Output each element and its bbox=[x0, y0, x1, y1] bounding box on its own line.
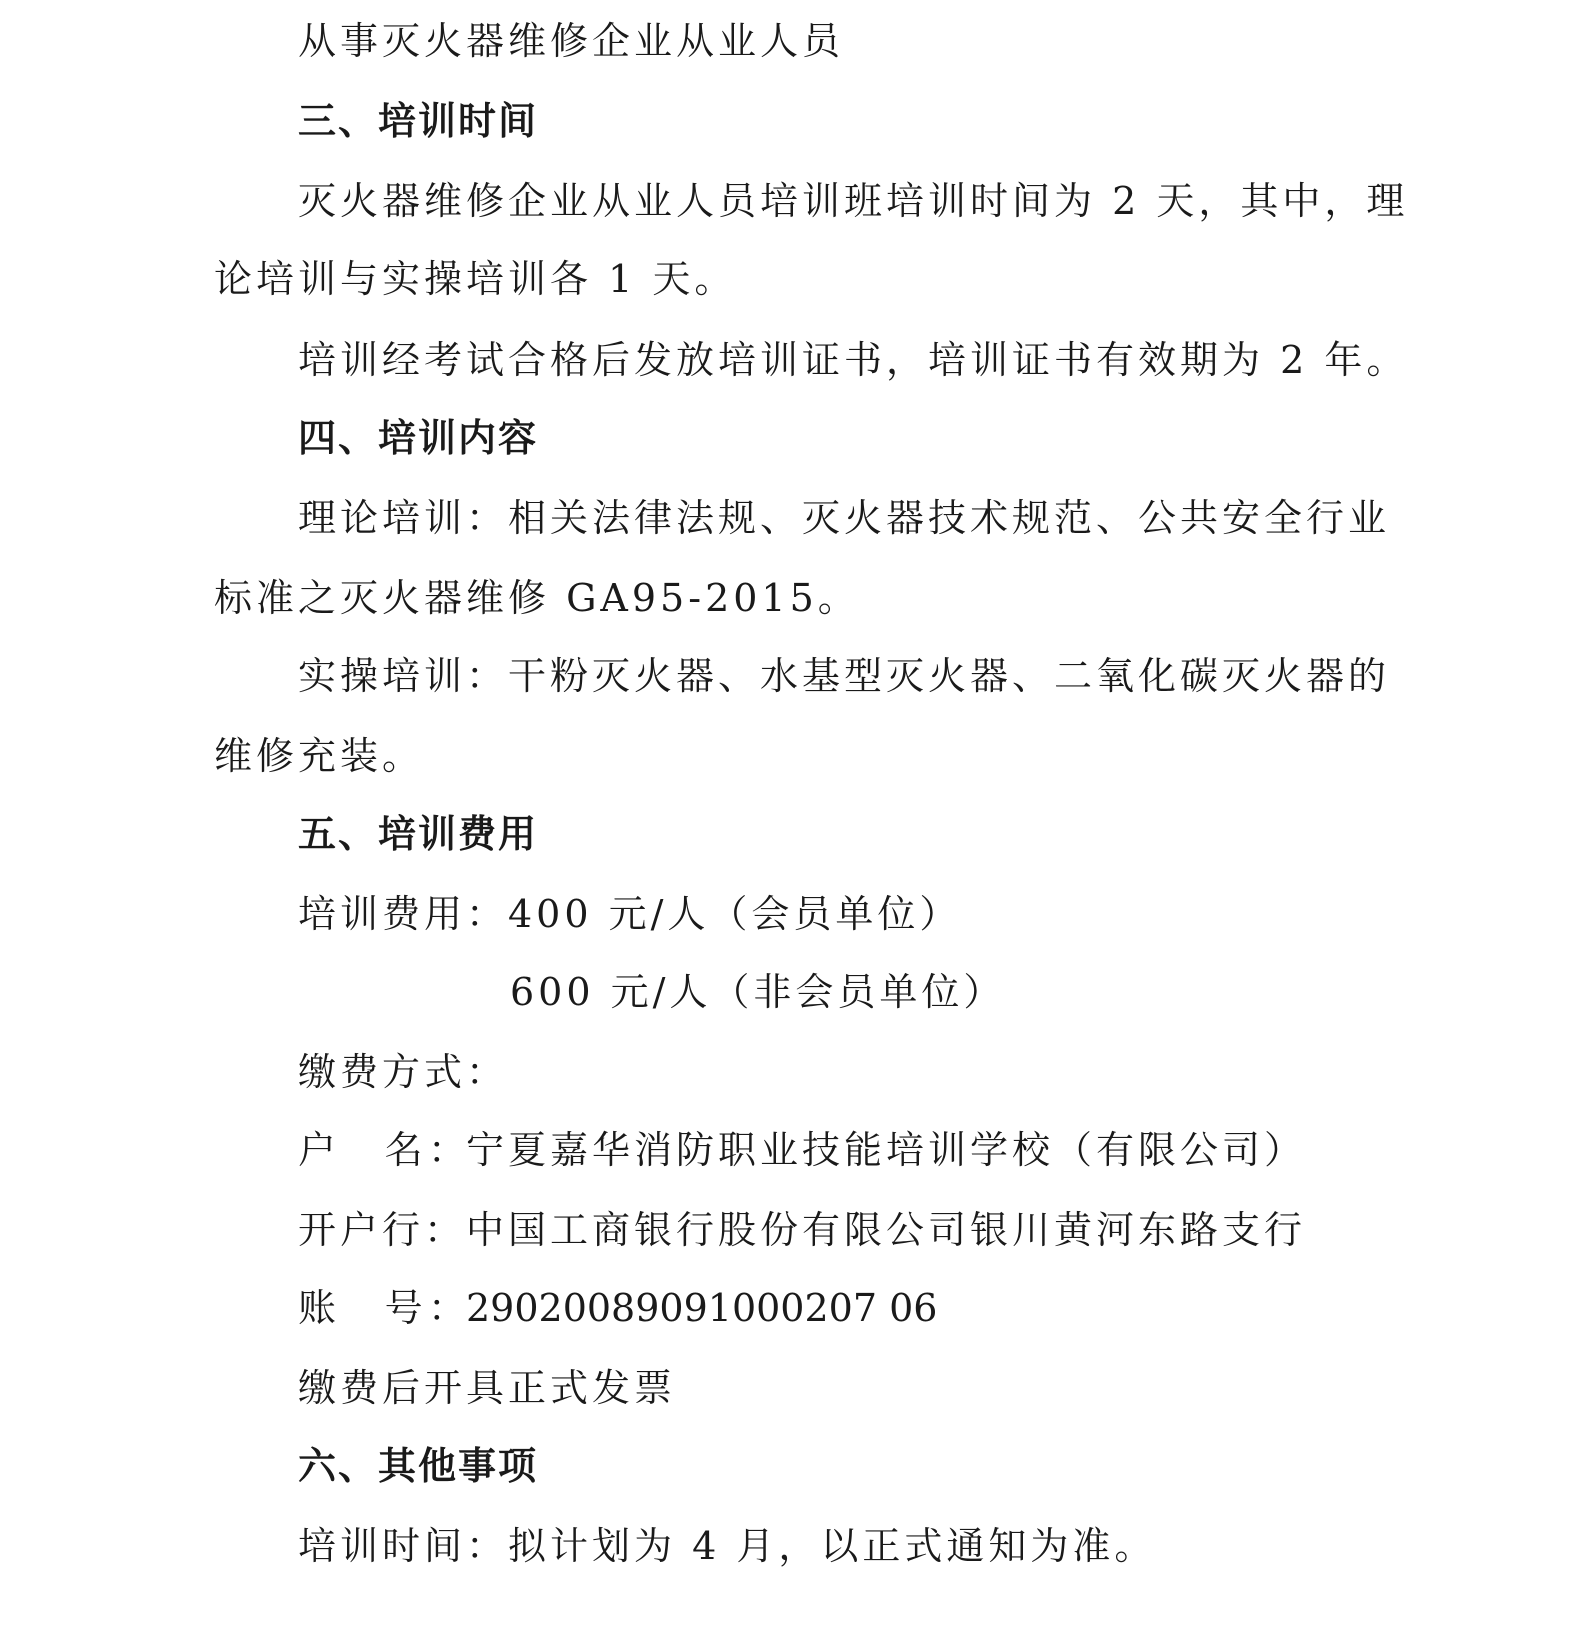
duration-paragraph-line2: 论培训与实操培训各 1 天。 bbox=[214, 257, 737, 301]
training-time-note: 培训时间：拟计划为 4 月，以正式通知为准。 bbox=[298, 1524, 1157, 1568]
fee-nonmember-line: 600 元/人（非会员单位） bbox=[510, 970, 1006, 1014]
account-number-label: 账 号： bbox=[298, 1286, 466, 1330]
account-name-line bbox=[298, 1128, 1306, 1172]
account-number-line bbox=[298, 1286, 937, 1330]
section4-heading: 四、培训内容 bbox=[298, 416, 539, 460]
certificate-paragraph: 培训经考试合格后发放培训证书，培训证书有效期为 2 年。 bbox=[298, 338, 1409, 382]
duration-paragraph-line1: 灭火器维修企业从业人员培训班培训时间为 2 天，其中，理 bbox=[298, 179, 1409, 223]
theory-paragraph-line1: 理论培训：相关法律法规、灭火器技术规范、公共安全行业 bbox=[298, 496, 1391, 540]
account-number-value: 29020089091000207 06 bbox=[466, 1286, 938, 1330]
bank-label: 开户行： bbox=[298, 1208, 467, 1252]
practice-paragraph-line1: 实操培训：干粉灭火器、水基型灭火器、二氧化碳灭火器的 bbox=[298, 654, 1391, 698]
invoice-note: 缴费后开具正式发票 bbox=[298, 1366, 677, 1410]
section5-heading: 五、培训费用 bbox=[298, 812, 539, 856]
bank-value: 中国工商银行股份有限公司银川黄河东路支行 bbox=[466, 1208, 1307, 1252]
section6-heading: 六、其他事项 bbox=[298, 1444, 539, 1488]
participants-line: 从事灭火器维修企业从业人员 bbox=[298, 19, 845, 63]
section3-heading: 三、培训时间 bbox=[298, 99, 539, 143]
fee-member-line: 培训费用：400 元/人（会员单位） bbox=[298, 892, 962, 936]
practice-paragraph-line2: 维修充装。 bbox=[214, 734, 425, 778]
theory-paragraph-line2: 标准之灭火器维修 GA95-2015。 bbox=[214, 576, 860, 620]
account-name-label: 户 名： bbox=[298, 1128, 466, 1172]
account-name-value: 宁夏嘉华消防职业技能培训学校（有限公司） bbox=[466, 1128, 1307, 1172]
payment-method-label: 缴费方式： bbox=[298, 1050, 509, 1094]
bank-line bbox=[298, 1208, 1306, 1252]
